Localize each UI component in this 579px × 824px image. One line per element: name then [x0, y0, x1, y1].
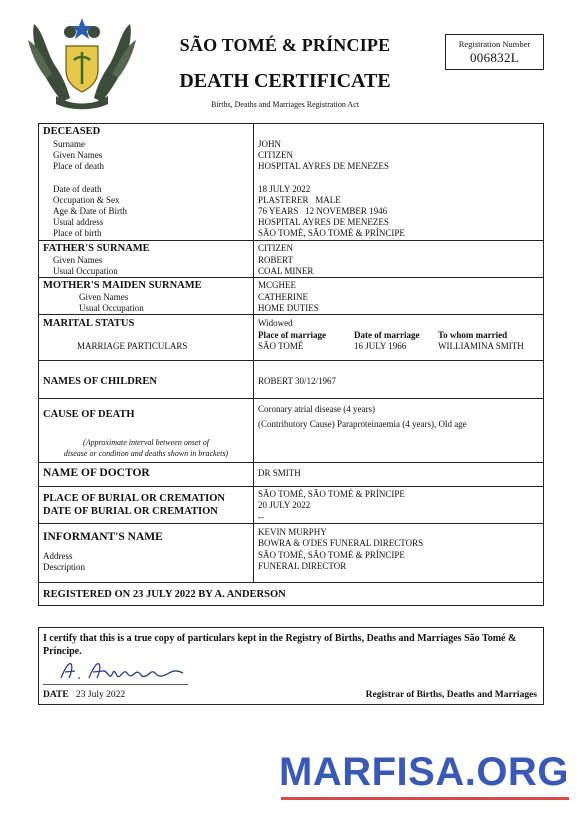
- cause-line2: (Contributory Cause) Paraproteinaemia (4 years), Old age: [258, 419, 467, 429]
- place-of-marriage-header: Place of marriage: [258, 330, 326, 340]
- section-children: [39, 360, 543, 398]
- section-burial: [39, 486, 543, 523]
- informant-address-label: Address: [43, 551, 73, 561]
- doctor-heading: NAME OF DOCTOR: [43, 467, 150, 479]
- burial-date-heading: DATE OF BURIAL OR CREMATION: [43, 506, 218, 517]
- section-marital-status: [39, 314, 543, 360]
- father-given-names-label: Given Names: [53, 255, 103, 265]
- section-father: [39, 240, 543, 277]
- date-of-marriage-value: 16 JULY 1966: [354, 341, 407, 351]
- given-names-value: CITIZEN: [258, 150, 293, 160]
- place-of-marriage-value: SÃO TOMÉ: [258, 341, 304, 351]
- mother-occupation-value: HOME DUTIES: [258, 303, 319, 313]
- certification-date-label: DATE: [43, 690, 69, 700]
- document-title: DEATH CERTIFICATE: [179, 70, 391, 92]
- registration-number: 006832L: [469, 50, 520, 65]
- cause-note-line2: disease or condition and deaths shown in brackets): [63, 449, 229, 458]
- cause-heading: CAUSE OF DEATH: [43, 409, 135, 420]
- date-of-marriage-header: Date of marriage: [354, 330, 420, 340]
- cause-note-line1: (Approximate interval between onset of: [83, 438, 209, 447]
- informant-heading: INFORMANT'S NAME: [43, 531, 163, 543]
- place-of-death-label: Place of death: [53, 161, 104, 171]
- registrar-signature: [57, 658, 189, 684]
- mother-given-names-value: CATHERINE: [258, 292, 308, 302]
- coat-of-arms-icon: [26, 12, 138, 112]
- mother-given-names-label: Given Names: [79, 292, 129, 302]
- burial-place-value: SÃO TOMÉ, SÃO TOMÉ & PRÍNCIPE: [258, 489, 405, 499]
- to-whom-married-value: WILLIAMINA SMITH: [438, 341, 524, 351]
- marriage-particulars-label: MARRIAGE PARTICULARS: [77, 341, 188, 351]
- father-occupation-value: COAL MINER: [258, 266, 314, 276]
- registered-text: REGISTERED ON 23 JULY 2022 BY A. ANDERSON: [43, 589, 286, 600]
- children-value: ROBERT 30/12/1967: [258, 376, 337, 386]
- age-dob-label: Age & Date of Birth: [53, 206, 127, 216]
- watermark-logo: MARFISA.ORG: [279, 750, 569, 794]
- place-of-birth-value: SÃO TOMÉ, SÃO TOMÉ & PRÍNCIPE: [258, 228, 405, 238]
- father-given-names-value: ROBERT: [258, 255, 293, 265]
- mother-occupation-label: Usual Occupation: [79, 303, 144, 313]
- occupation-sex-value: PLASTERER MALE: [258, 195, 341, 205]
- registrar-title: Registrar of Births, Deaths and Marriages: [365, 690, 537, 700]
- burial-extra-value: --: [258, 512, 264, 522]
- burial-place-heading: PLACE OF BURIAL OR CREMATION: [43, 493, 226, 504]
- informant-description-value: FUNERAL DIRECTOR: [258, 561, 347, 571]
- section-registered: [39, 582, 543, 606]
- informant-company-value: BOWRA & O'DES FUNERAL DIRECTORS: [258, 538, 424, 548]
- country-name: SÃO TOMÉ & PRÍNCIPE: [179, 35, 391, 55]
- date-of-death-value: 18 JULY 2022: [258, 184, 311, 194]
- certification-box: [38, 627, 544, 705]
- father-surname-value: CITIZEN: [258, 243, 293, 253]
- informant-address-value: SÃO TOMÉ, SÃO TOMÉ & PRÍNCIPE: [258, 550, 405, 560]
- deceased-heading: DECEASED: [43, 126, 101, 137]
- mother-surname-value: MCGHEE: [258, 280, 296, 290]
- surname-label: Surname: [53, 139, 85, 149]
- doctor-value: DR SMITH: [258, 468, 301, 478]
- usual-address-value: HOSPITAL AYRES DE MENEZES: [258, 217, 389, 227]
- informant-description-label: Description: [43, 562, 85, 572]
- certification-date-value: 23 July 2022: [76, 690, 126, 700]
- watermark-underline: [281, 797, 569, 800]
- father-occupation-label: Usual Occupation: [53, 266, 118, 276]
- certificate-table: [38, 123, 544, 606]
- informant-name-value: KEVIN MURPHY: [258, 527, 327, 537]
- occupation-sex-label: Occupation & Sex: [53, 195, 120, 205]
- father-heading: FATHER'S SURNAME: [43, 243, 150, 254]
- usual-address-label: Usual address: [53, 217, 104, 227]
- section-deceased: [39, 124, 543, 240]
- marital-heading: MARITAL STATUS: [43, 318, 135, 329]
- certification-text: I certify that this is a true copy of particulars kept in the Registry of Births, Deaths and Marriages São Tomé & Príncipe.: [43, 633, 517, 657]
- mother-heading: MOTHER'S MAIDEN SURNAME: [43, 280, 202, 291]
- place-of-death-value: HOSPITAL AYRES DE MENEZES: [258, 161, 389, 171]
- surname-value: JOHN: [258, 139, 282, 149]
- section-doctor: [39, 462, 543, 486]
- given-names-label: Given Names: [53, 150, 103, 160]
- burial-date-value: 20 JULY 2022: [258, 500, 311, 510]
- section-mother: [39, 277, 543, 314]
- age-dob-value: 76 YEARS 12 NOVEMBER 1946: [258, 206, 388, 216]
- signature-line: [43, 684, 188, 685]
- section-informant: [39, 523, 543, 582]
- children-heading: NAMES OF CHILDREN: [43, 376, 157, 387]
- marital-status-value: Widowed: [258, 318, 293, 328]
- registration-act: Births, Deaths and Marriages Registration Act: [211, 100, 359, 109]
- registration-number-box: [445, 34, 544, 70]
- section-cause-of-death: [39, 398, 543, 462]
- to-whom-married-header: To whom married: [438, 330, 508, 340]
- cause-line1: Coronary atrial disease (4 years): [258, 404, 375, 414]
- date-of-death-label: Date of death: [53, 184, 102, 194]
- place-of-birth-label: Place of birth: [53, 228, 102, 238]
- registration-number-label: Registration Number: [458, 39, 531, 49]
